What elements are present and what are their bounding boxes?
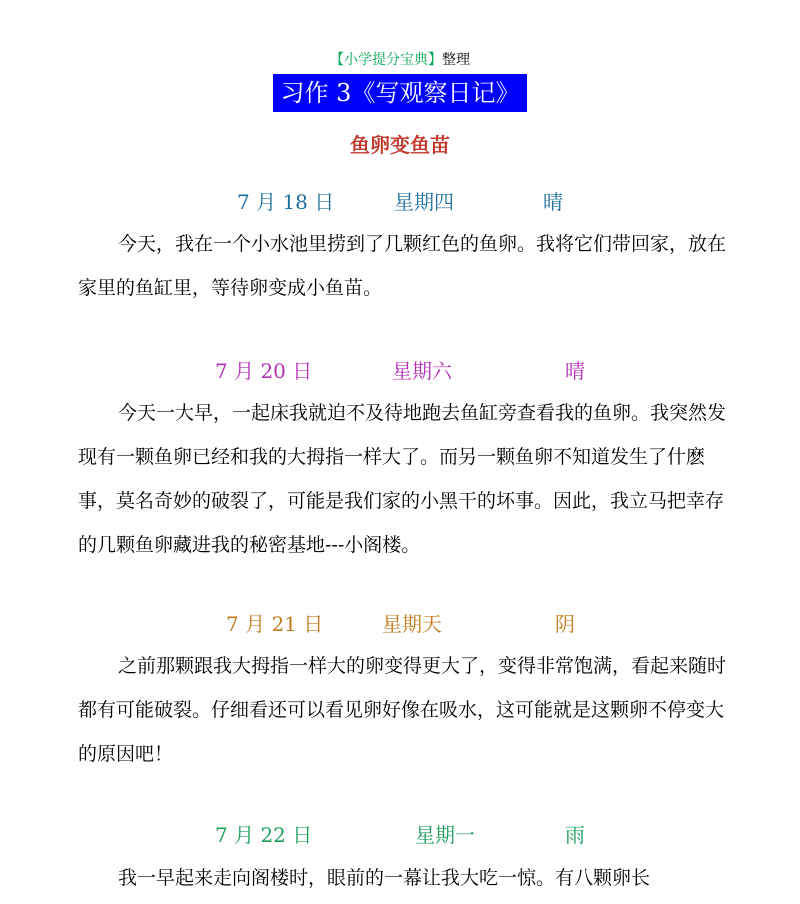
entry-3-weekday: 星期天 [382,612,442,636]
entry-3-header [0,609,800,639]
entry-2-weather: 晴 [565,359,585,383]
source-credit [0,50,800,70]
entry-1-header [0,187,800,217]
entry-4-weekday: 星期一 [415,823,475,847]
entry-2-weekday: 星期六 [392,359,452,383]
entry-3-text-block [78,644,726,776]
page-title: 习作 3《写观察日记》 [273,74,528,112]
entry-1-text-block [78,222,726,310]
entry-1-text: 今天，我在一个小水池里捞到了几颗红色的鱼卵。我将它们带回家，放在家里的鱼缸里，等待卵变成小鱼苗。 [78,233,727,299]
essay-subtitle: 鱼卵变鱼苗 [350,133,450,157]
entry-1-weekday: 星期四 [394,190,454,214]
entry-2-text: 今天一大早，一起床我就迫不及待地跑去鱼缸旁查看我的鱼卵。我突然发现有一颗鱼卵已经和我的大拇指一样大了。而另一颗鱼卵不知道发生了什麽事，莫名奇妙的破裂了，可能是我们家的小黑干的坏事。因此，我立马把幸存的几颗鱼卵藏进我的秘密基地---小阁楼。 [78,402,727,556]
entry-4-text-block [78,856,726,900]
entry-4-header [0,820,800,850]
source-brand: 【小学提分宝典】 [330,52,442,68]
entry-2-text-block [78,391,726,567]
entry-3-weather: 阴 [555,612,575,636]
source-tail: 整理 [442,52,470,68]
entry-3-text: 之前那颗跟我大拇指一样大的卵变得更大了，变得非常饱满，看起来随时都有可能破裂。仔细看还可以看见卵好像在吸水，这可能就是这颗卵不停变大的原因吧！ [78,655,727,765]
entry-1-date: 7 月 18 日 [237,190,335,214]
entry-2-date: 7 月 20 日 [215,359,313,383]
entry-4-text: 我一早起来走向阁楼时，眼前的一幕让我大吃一惊。有八颗卵长 [118,867,651,889]
entry-1-weather: 晴 [543,190,563,214]
entry-3-date: 7 月 21 日 [226,612,324,636]
entry-4-date: 7 月 22 日 [215,823,313,847]
entry-2-header [0,356,800,386]
entry-4-weather: 雨 [565,823,585,847]
